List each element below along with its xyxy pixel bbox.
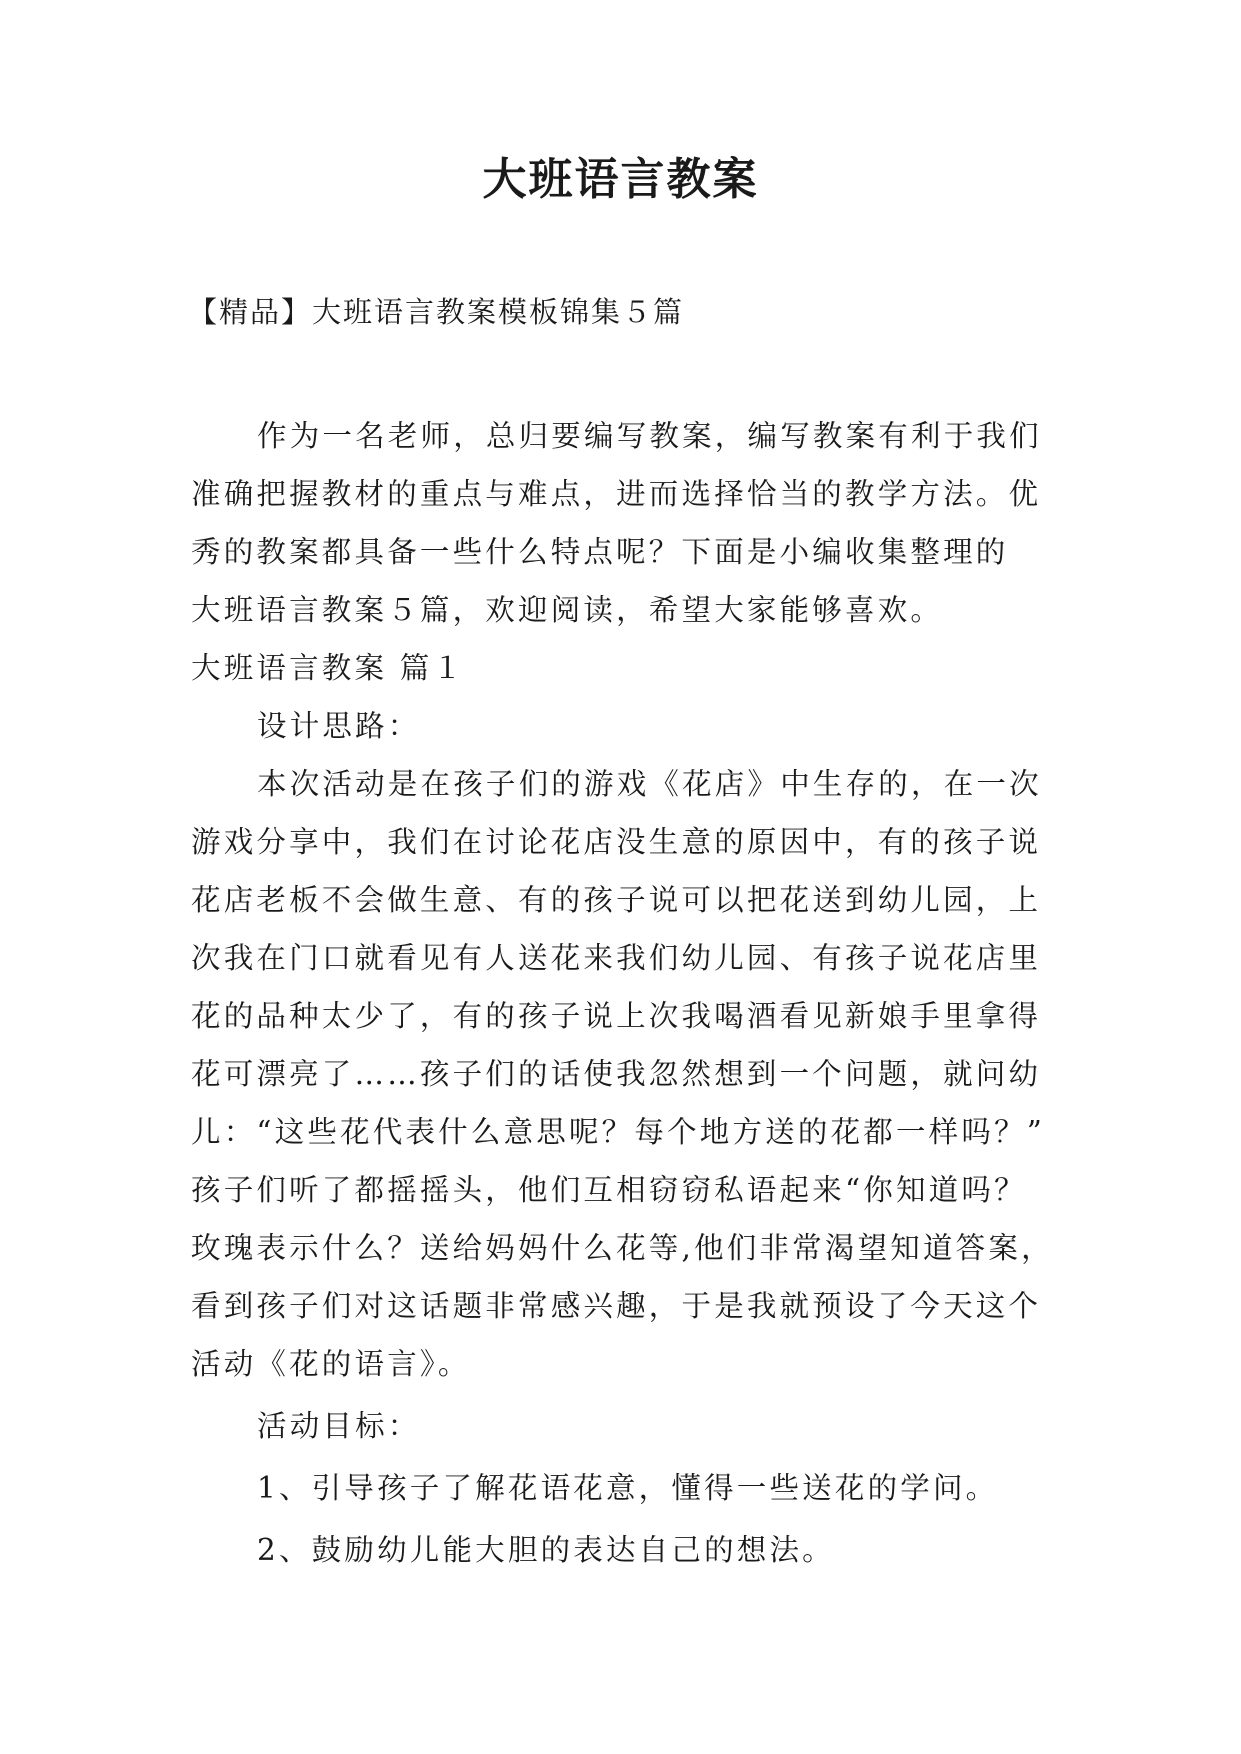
section-heading: 大班语言教案 篇１ xyxy=(191,651,466,685)
paragraph-line: 看到孩子们对这话题非常感兴趣，于是我就预设了今天这个 xyxy=(191,1289,1042,1323)
paragraph-line: 准确把握教材的重点与难点，进而选择恰当的教学方法。优 xyxy=(191,477,1042,511)
document-subtitle: 【精品】大班语言教案模板锦集５篇 xyxy=(188,295,685,329)
list-item: 2、鼓励幼儿能大胆的表达自己的想法。 xyxy=(257,1533,835,1567)
paragraph-line: 次我在门口就看见有人送花来我们幼儿园、有孩子说花店里 xyxy=(191,941,1042,975)
paragraph-line: 设计思路： xyxy=(257,709,421,743)
paragraph-line: 孩子们听了都摇摇头，他们互相窃窃私语起来“你知道吗？ xyxy=(191,1173,1027,1207)
paragraph-line: 大班语言教案５篇，欢迎阅读，希望大家能够喜欢。 xyxy=(191,593,944,627)
page-title: 大班语言教案 xyxy=(482,154,759,205)
paragraph-line: 儿：“这些花代表什么意思呢？每个地方送的花都一样吗？” xyxy=(191,1115,1046,1149)
paragraph-line: 花可漂亮了……孩子们的话使我忽然想到一个问题，就问幼 xyxy=(191,1057,1042,1091)
paragraph-line: 活动目标： xyxy=(257,1409,421,1443)
paragraph-line: 活动《花的语言》。 xyxy=(191,1347,471,1381)
paragraph-line: 本次活动是在孩子们的游戏《花店》中生存的，在一次 xyxy=(257,767,1042,801)
paragraph-line: 秀的教案都具备一些什么特点呢？下面是小编收集整理的 xyxy=(191,535,1009,569)
paragraph-line: 花店老板不会做生意、有的孩子说可以把花送到幼儿园，上 xyxy=(191,883,1042,917)
paragraph-line: 花的品种太少了，有的孩子说上次我喝酒看见新娘手里拿得 xyxy=(191,999,1042,1033)
list-item: 1、引导孩子了解花语花意，懂得一些送花的学问。 xyxy=(257,1471,999,1505)
body-text xyxy=(191,407,1054,1579)
paragraph-line: 玫瑰表示什么？送给妈妈什么花等,他们非常渴望知道答案， xyxy=(191,1231,1054,1265)
paragraph-line: 游戏分享中，我们在讨论花店没生意的原因中，有的孩子说 xyxy=(191,825,1042,859)
paragraph-line: 作为一名老师，总归要编写教案，编写教案有利于我们 xyxy=(257,419,1042,453)
